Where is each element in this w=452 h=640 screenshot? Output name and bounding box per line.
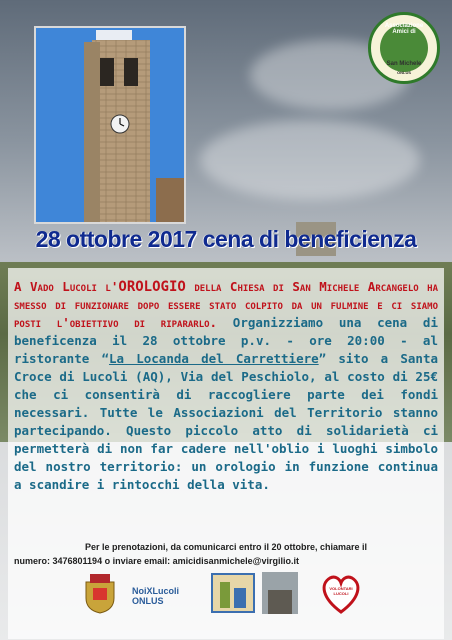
booking-info — [14, 540, 438, 568]
photo-logo-icon — [262, 572, 298, 614]
coat-of-arms-icon — [80, 572, 120, 614]
volontari-lucoli-label: VOLONTARI LUCOLI — [329, 586, 353, 596]
intro-text: A Vado Lucoli l' — [14, 279, 119, 294]
intro-text-continued: della Chiesa di San Michele Arcangelo ha smesso di funzionare dopo essere stato colpito da un fulmine e ci siamo posti l'obiettivo di ripararlo. — [14, 279, 438, 330]
badge-title: Associazione Amici di — [384, 23, 424, 35]
noi-lucoli-logo: NoiXLucoli ONLUS — [132, 586, 179, 606]
sponsor-logos — [80, 572, 380, 616]
number-label: numero: — [14, 556, 50, 566]
contact-line — [14, 554, 438, 568]
booking-line: Per le prenotazioni, da comunicarci entro il 20 ottobre, chiamare il — [84, 542, 368, 552]
badge-subtitle: ONLUS — [397, 70, 411, 75]
restaurant-link[interactable]: La Locanda del Carrettiere — [108, 351, 319, 366]
email-address[interactable]: amicidisanmichele@virgilio.it — [172, 556, 299, 566]
dinner-text-continued: ” sito a Santa Croce di Lucoli (AQ), Via del Peschiolo, al costo di 25€ che ci consentirà di raccogliere parte dei fondi necessari. Tutte le Associazioni del Territorio stanno partecipando. Questo piccolo atto di solidarietà ci permetterà di non far cadere nell'oblio i luoghi simbolo del nostro territorio: un orologio in funzione continua a scandire i rintocchi della vita. — [14, 351, 439, 492]
bell-tower-illustration — [36, 28, 186, 224]
bell-tower-photo — [34, 26, 186, 224]
event-headline: 28 ottobre 2017 cena di beneficienza — [35, 226, 417, 252]
announcement-text — [14, 278, 438, 494]
clock-word: OROLOGIO — [118, 279, 186, 295]
association-logo-badge — [368, 12, 440, 84]
dinner-text: Organizziamo una cena di beneficenza il 28 ottobre p.v. - ore 20:00 - al ristorante “ — [14, 315, 438, 366]
email-label: o inviare email: — [104, 556, 171, 566]
badge-name: San Michele — [386, 61, 422, 67]
phone-number[interactable]: 3476801194 — [52, 556, 103, 566]
building-logo-icon — [210, 572, 256, 614]
cloud — [200, 120, 420, 200]
